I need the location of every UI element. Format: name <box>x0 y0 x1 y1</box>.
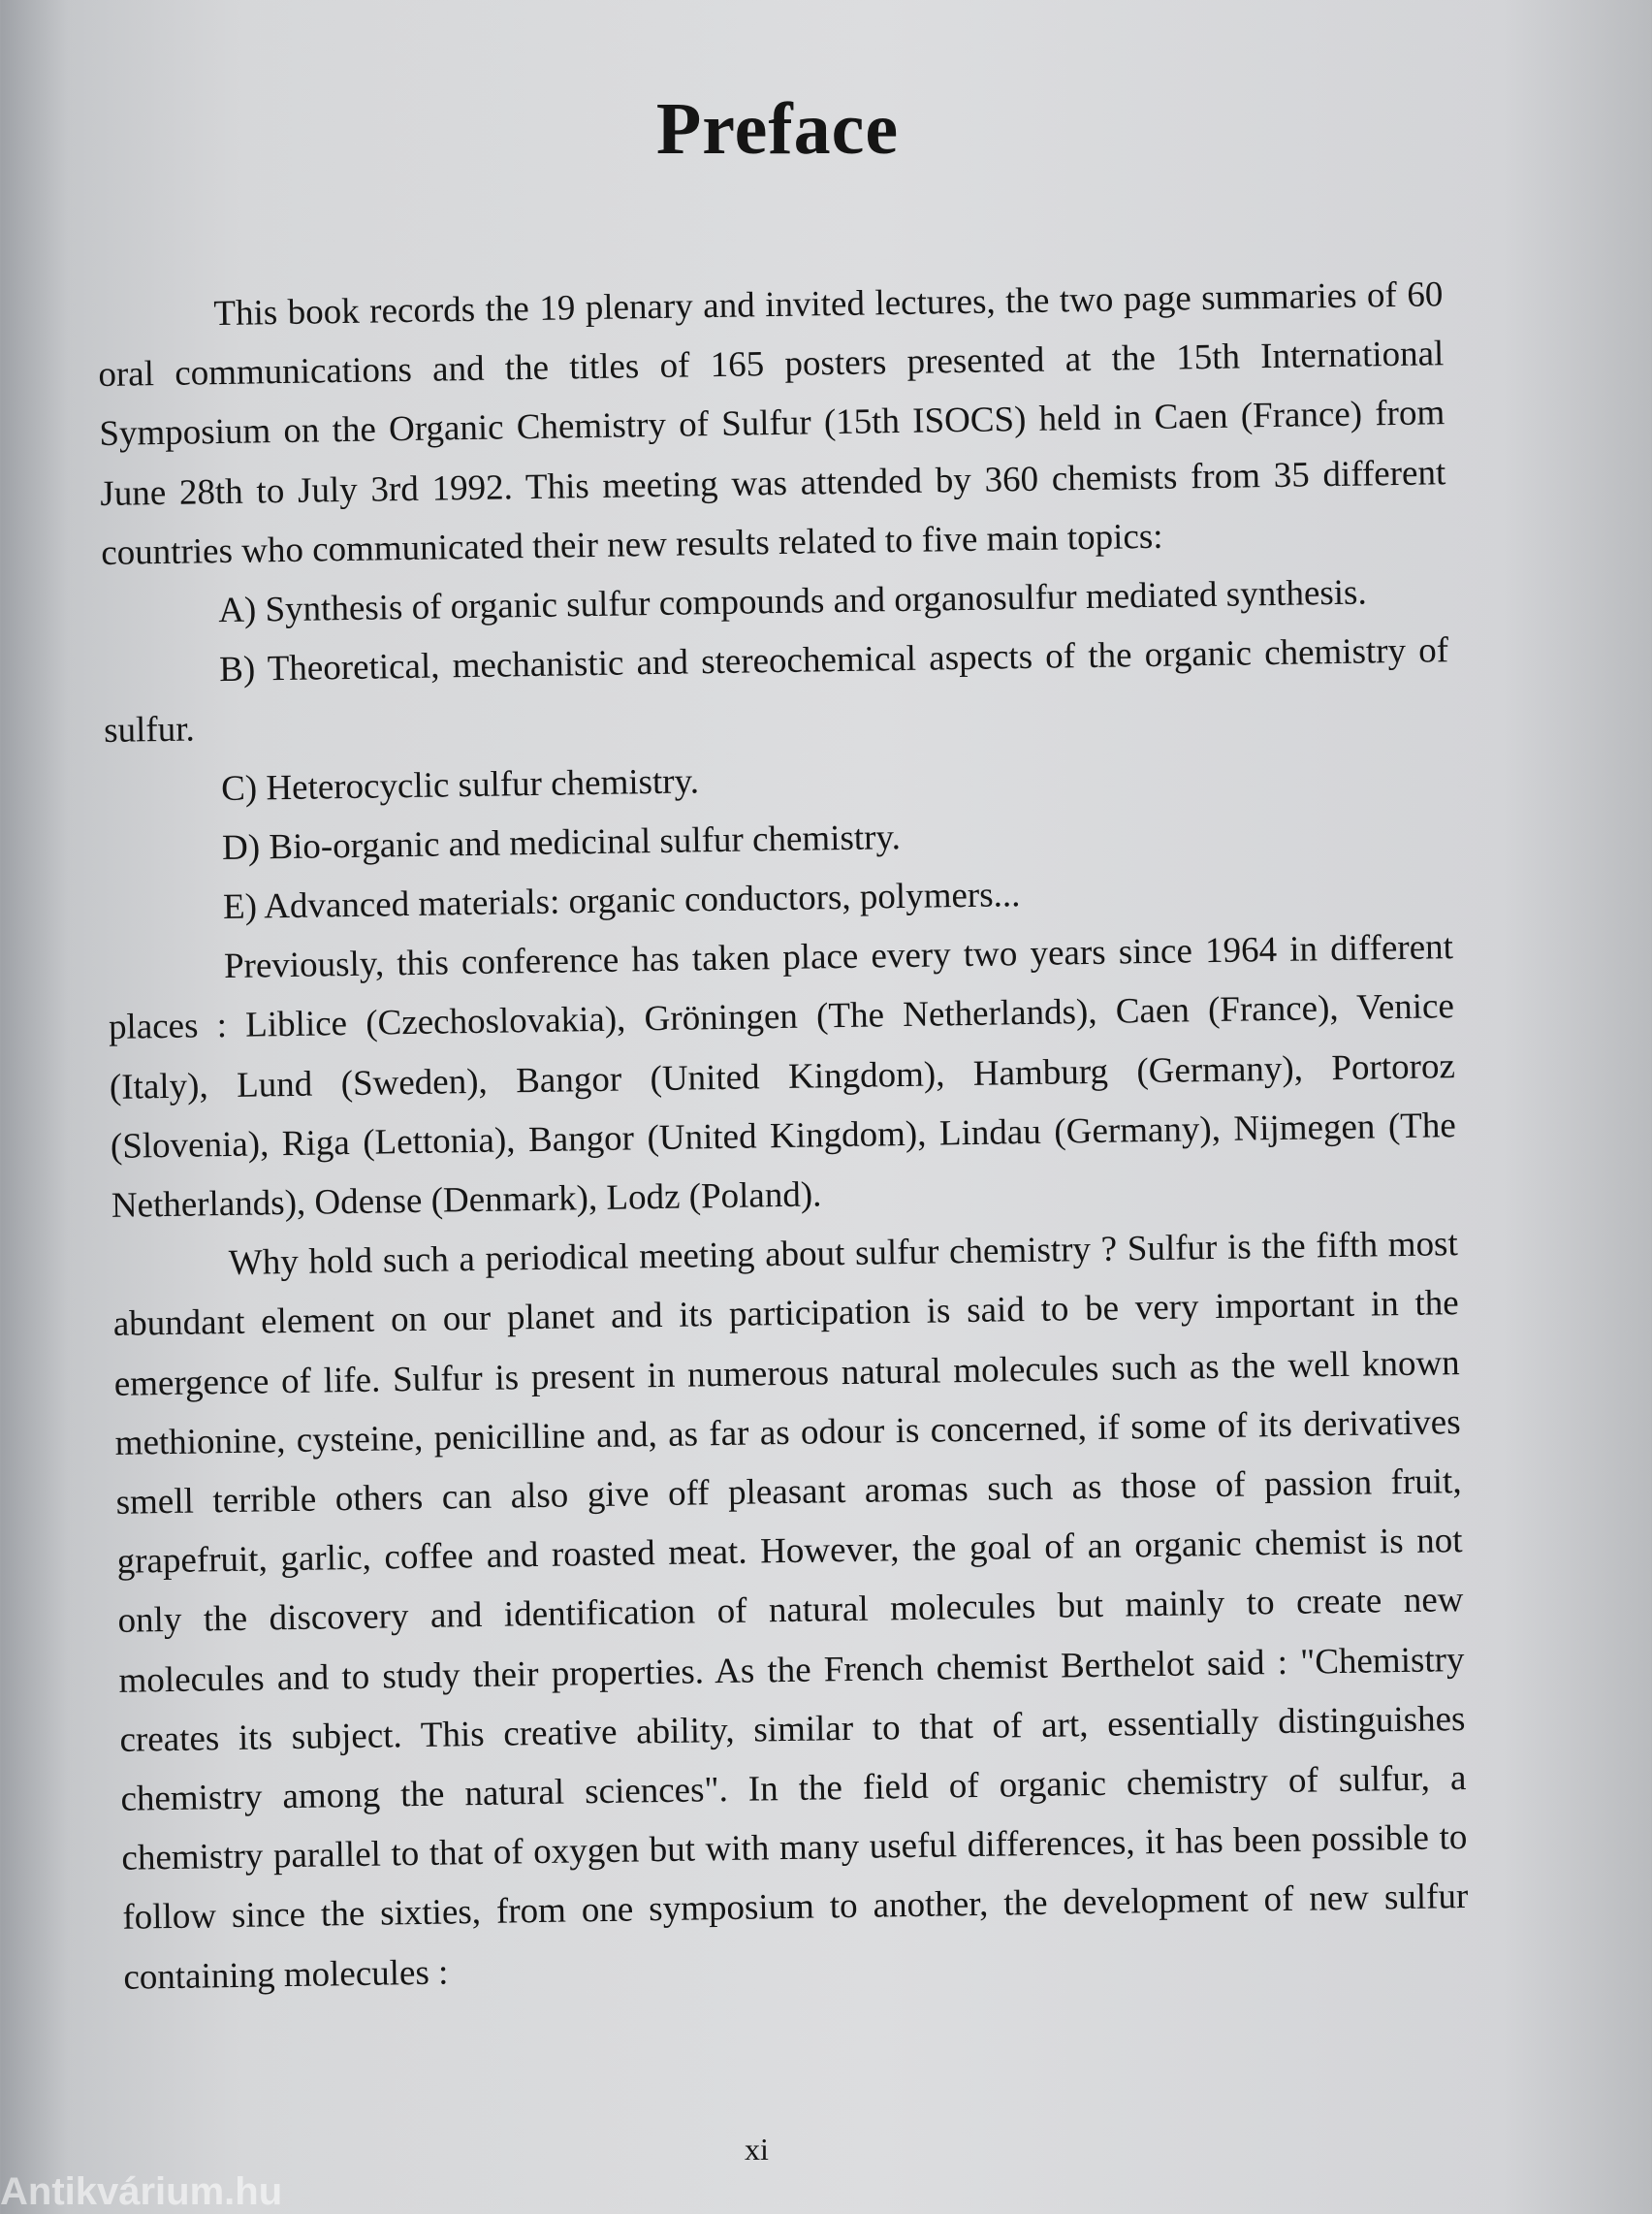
topic-c: C) Heterocyclic sulfur chemistry. <box>220 760 700 809</box>
watermark: Antikvárium.hu <box>0 2170 283 2213</box>
paragraph-why-sulfur: Why hold such a periodical meeting about sulfur chemistry ? Sulfur is the fifth most abundant element on our planet and its participation is said to be very important in the emergence of life. Sulfur is present in numerous natural molecules such as the well known methionine, cysteine, penicilline and, as far as odour is concerned, if some of its derivatives smell terrible others can also give off pleasant aromas such as those of passion fruit, grapefruit, garlic, coffee and roasted meat. However, the goal of an organic chemist is not only the discovery and identification of natural molecules but mainly to create new molecules and to study their properties. As the French chemist Berthelot said : "Chemistry creates its subject. This creative ability, similar to that of art, essentially distinguishes chemistry among the natural sciences". In the field of organic chemistry of sulfur, a chemistry parallel to that of oxygen but with many useful differences, it has been possible to follow since the sixties, from one symposium to another, the development of new sulfur containing molecules : <box>112 1224 1469 1998</box>
topic-a: A) Synthesis of organic sulfur compounds and organosulfur mediated synthesis. <box>217 572 1367 631</box>
page-title: Preface <box>655 88 900 170</box>
preface-body <box>97 265 1470 2006</box>
paragraph-history: Previously, this conference has taken place every two years since 1964 in different places : Liblice (Czechoslovakia), Gröningen (The Netherlands), Caen (France), Venice (Italy), Lund (Sweden), Bangor (United Kingdom), Hamburg (Germany), Portoroz (Slovenia), Riga (Lettonia), Bangor (United Kingdom), Lindau (Germany), Nijmegen (The Netherlands), Odense (Denmark), Lodz (Poland). <box>108 927 1457 1226</box>
topic-b: B) Theoretical, mechanistic and stereochemical aspects of the organic chemistry of sulfur. <box>103 630 1449 752</box>
topic-d: D) Bio-organic and medicinal sulfur chemistry. <box>221 817 902 868</box>
topic-e: E) Advanced materials: organic conductors, polymers... <box>222 875 1021 928</box>
page-number: xi <box>745 2132 769 2166</box>
paragraph-intro: This book records the 19 plenary and invited lectures, the two page summaries of 60 oral communications and the titles of 165 posters presented at the 15th International Symposium on the Organic Chemistry of Sulfur (15th ISOCS) held in Caen (France) from June 28th to July 3rd 1992. This meeting was attended by 360 chemists from 35 different countries who communicated their new results related to five main topics: <box>98 274 1446 573</box>
